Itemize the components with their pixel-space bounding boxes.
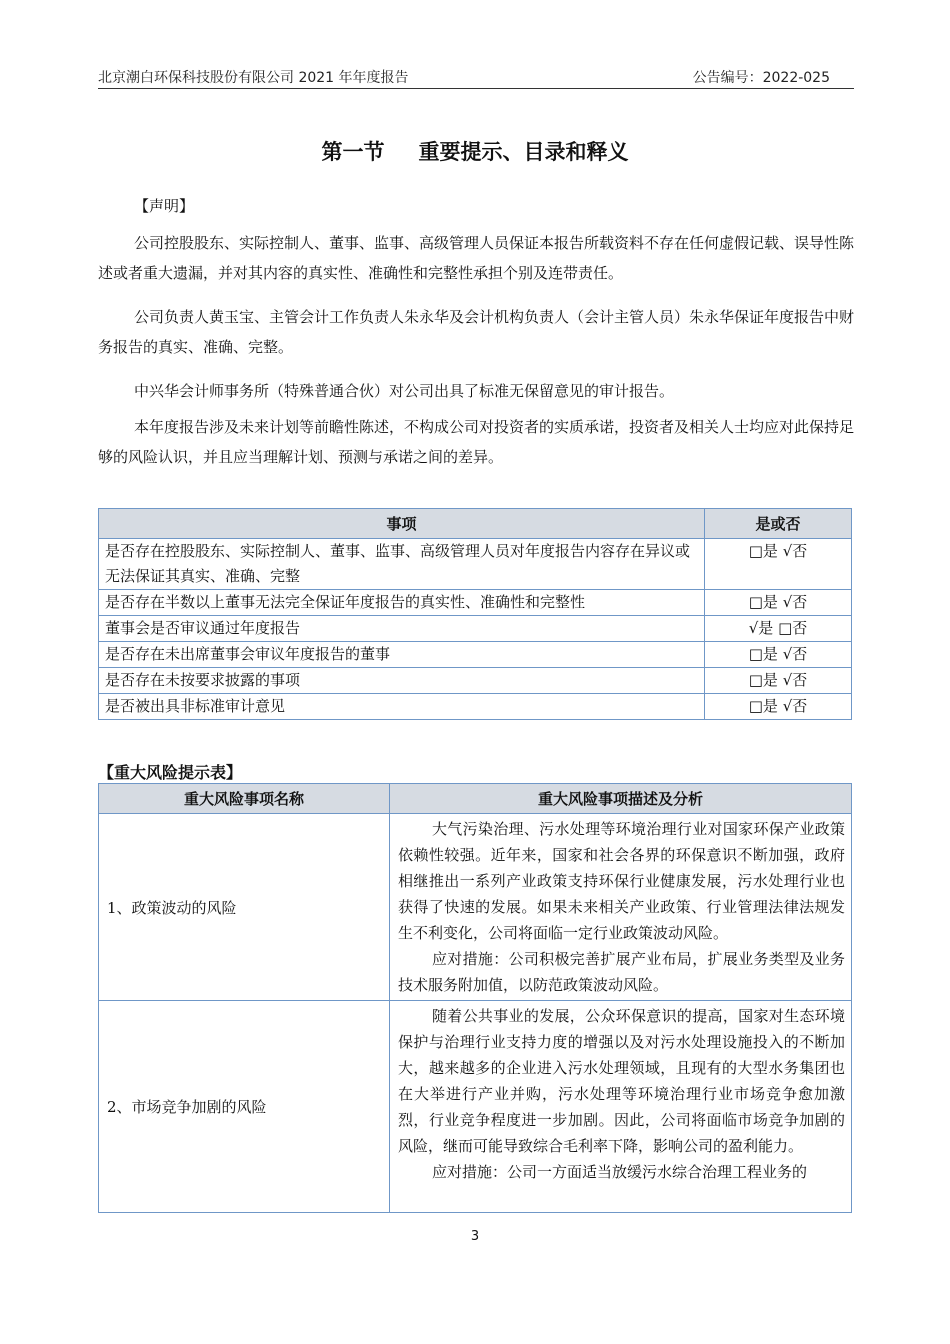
table-row: [99, 694, 852, 720]
page-header: [98, 64, 854, 89]
matters-header-item: 事项: [99, 509, 705, 539]
matters-table-header: [99, 509, 852, 539]
header-company-report: 北京潮白环保科技股份有限公司 2021 年年度报告: [98, 70, 409, 86]
statement-paragraph-1: 公司控股股东、实际控制人、董事、监事、高级管理人员保证本报告所载资料不存在任何虚假记载、误导性陈述或者重大遗漏，并对其内容的真实性、准确性和完整性承担个别及连带责任。: [98, 234, 855, 282]
matters-answer: □是 √否: [705, 694, 852, 720]
table-row: [99, 642, 852, 668]
table-row: [99, 814, 852, 1001]
table-row: [99, 539, 852, 590]
matters-item: 是否存在未按要求披露的事项: [99, 668, 705, 694]
risk-header-name: 重大风险事项名称: [99, 784, 390, 814]
statement-paragraph-4: 本年度报告涉及未来计划等前瞻性陈述，不构成公司对投资者的实质承诺，投资者及相关人士均应对此保持足够的风险认识，并且应当理解计划、预测与承诺之间的差异。: [98, 418, 855, 466]
risk-measures: 应对措施：公司一方面适当放缓污水综合治理工程业务的: [432, 1163, 808, 1181]
matters-answer: √是 □否: [705, 616, 852, 642]
section-heading: 重要提示、目录和释义: [418, 140, 629, 164]
matters-item: 是否存在控股股东、实际控制人、董事、监事、高级管理人员对年度报告内容存在异议或无法保证其真实、准确、完整: [99, 539, 705, 590]
risk-table-label: 【重大风险提示表】: [98, 763, 243, 782]
risk-name: 1、政策波动的风险: [99, 814, 390, 1001]
matters-answer: □是 √否: [705, 590, 852, 616]
risk-description: 大气污染治理、污水处理等环境治理行业对国家环保产业政策依赖性较强。近年来，国家和社会各界的环保意识不断加强，政府相继推出一系列产业政策支持环保行业健康发展，污水处理行业也获得了快速的发展。如果未来相关产业政策、行业管理法律法规发生不利变化，公司将面临一定行业政策波动风险。: [398, 820, 845, 942]
risk-measures: 应对措施：公司积极完善扩展产业布局，扩展业务类型及业务技术服务附加值，以防范政策波动风险。: [398, 950, 845, 994]
matters-answer: □是 √否: [705, 539, 852, 590]
matters-table: [98, 508, 852, 720]
table-row: [99, 590, 852, 616]
risk-description: 随着公共事业的发展，公众环保意识的提高，国家对生态环境保护与治理行业支持力度的增强以及对污水处理设施投入的不断加大，越来越多的企业进入污水处理领域，且现有的大型水务集团也在大举进行产业并购，污水处理等环境治理行业市场竞争愈加激烈，行业竞争程度进一步加剧。因此，公司将面临市场竞争加剧的风险，继而可能导致综合毛利率下降，影响公司的盈利能力。: [398, 1007, 845, 1155]
statement-paragraph-3: 中兴华会计师事务所（特殊普通合伙）对公司出具了标准无保留意见的审计报告。: [134, 382, 675, 400]
matters-item: 是否被出具非标准审计意见: [99, 694, 705, 720]
table-row: [99, 668, 852, 694]
risk-name: 2、市场竞争加剧的风险: [99, 1001, 390, 1213]
section-title: [0, 136, 950, 166]
matters-item: 董事会是否审议通过年度报告: [99, 616, 705, 642]
statement-label: 【声明】: [134, 197, 195, 215]
matters-answer: □是 √否: [705, 642, 852, 668]
header-notice-number: 公告编号：2022-025: [692, 70, 830, 86]
risk-description-cell: [390, 814, 852, 1001]
risk-table: [98, 783, 852, 1213]
risk-description-cell: [390, 1001, 852, 1213]
page-number: 3: [470, 1229, 480, 1244]
matters-header-answer: 是或否: [705, 509, 852, 539]
risk-table-header: [99, 784, 852, 814]
matters-item: 是否存在未出席董事会审议年度报告的董事: [99, 642, 705, 668]
matters-item: 是否存在半数以上董事无法完全保证年度报告的真实性、准确性和完整性: [99, 590, 705, 616]
risk-header-description: 重大风险事项描述及分析: [390, 784, 852, 814]
table-row: [99, 616, 852, 642]
table-row: [99, 1001, 852, 1213]
statement-paragraph-2: 公司负责人黄玉宝、主管会计工作负责人朱永华及会计机构负责人（会计主管人员）朱永华保证年度报告中财务报告的真实、准确、完整。: [98, 308, 855, 356]
matters-answer: □是 √否: [705, 668, 852, 694]
section-number: 第一节: [321, 140, 385, 164]
